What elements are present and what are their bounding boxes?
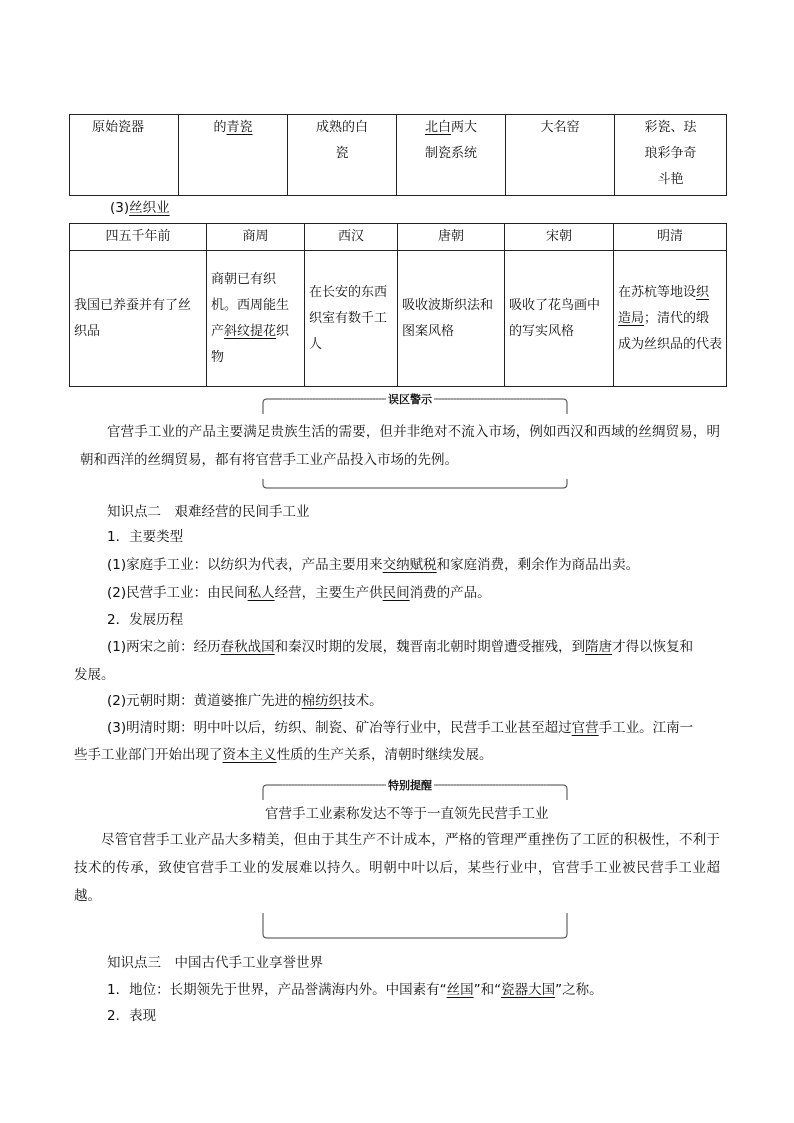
silk-header-1: 商周 [207, 224, 305, 251]
kp3-s1: 1．地位：长期领先于世界，产品誉满海内外。中国素有“丝国”和“瓷器大国”之称。 [107, 982, 603, 998]
kp3-s2: 2．表现 [107, 1008, 157, 1024]
kp2-s2c-cont: 些手工业部门开始出现了资本主义性质的生产关系，清朝时继续发展。 [74, 747, 493, 763]
ceramics-table [69, 114, 727, 196]
kp2-s1: 1．主要类型 [107, 529, 184, 545]
special-headline: 官营手工业素称发达不等于一直领先民营手工业 [265, 806, 549, 822]
silk-header-2: 西汉 [305, 224, 398, 251]
caution-text: 官营手工业的产品主要满足贵族生活的需要，但并非绝对不流入市场，例如西汉和西域的丝绸贸易，明朝和西洋的丝绸贸易，都有将官营手工业产品投入市场的先例。 [80, 424, 720, 468]
silk-cell-4: 吸收了花鸟画中的写实风格 [505, 251, 614, 387]
silk-cell-0: 我国已养蚕并有了丝织品 [70, 251, 207, 387]
silk-cell-2: 在长安的东西织室有数千工人 [305, 251, 398, 387]
silk-header-4: 宋朝 [505, 224, 614, 251]
ceramics-cell-celadon: 的青瓷 [179, 115, 288, 196]
ceramics-cell-north-white: 北白两大 制瓷系统 [397, 115, 506, 196]
kp2-s1b: (2)民营手工业：由民间私人经营，主要生产供民间消费的产品。 [107, 585, 491, 601]
caution-title: 误区警示 [388, 393, 432, 406]
ceramics-cell-color: 彩瓷、珐 琅彩争奇 斗艳 [615, 115, 727, 196]
special-title: 特别提醒 [388, 779, 432, 792]
silk-header-0: 四五千年前 [70, 224, 207, 251]
silk-header-5: 明清 [614, 224, 727, 251]
silk-table [69, 223, 727, 387]
silk-header-3: 唐朝 [398, 224, 505, 251]
silk-heading: (3)丝织业 [110, 200, 170, 216]
caution-banner [262, 391, 568, 415]
special-banner [262, 777, 568, 801]
special-text: 尽管官营手工业产品大多精美，但由于其生产不计成本，严格的管理严重挫伤了工匠的积极性，不利于技术的传承，致使官营手工业的发展难以持久。明朝中叶以后，某些行业中，官营手工业被民营手工业超越。 [74, 832, 720, 904]
silk-cell-5: 在苏杭等地设织造局；清代的缎成为丝织品的代表 [614, 251, 727, 387]
kp2-s2a-cont: 发展。 [74, 667, 115, 683]
ceramics-cell-primitive: 原始瓷器 [70, 115, 179, 196]
kp2-s1a: (1)家庭手工业：以纺织为代表，产品主要用来交纳赋税和家庭消费，剩余作为商品出卖。 [107, 557, 640, 573]
kp2-s2a: (1)两宋之前：经历春秋战国和秦汉时期的发展，魏晋南北朝时期曾遭受摧残，到隋唐才得以恢复和 [107, 639, 694, 655]
silk-cell-1: 商朝已有织机。西周能生产斜纹提花织物 [207, 251, 305, 387]
silk-cell-3: 吸收波斯织法和图案风格 [398, 251, 505, 387]
ceramics-cell-famous-kilns: 大名窑 [506, 115, 615, 196]
kp3-title: 知识点三 中国古代手工业享誉世界 [107, 955, 323, 971]
special-bracket-bottom [262, 912, 568, 942]
kp2-s2c: (3)明清时期：明中叶以后，纺织、制瓷、矿冶等行业中，民营手工业甚至超过官营手工业。江南一 [107, 720, 694, 736]
kp2-s2b: (2)元朝时期：黄道婆推广先进的棉纺织技术。 [107, 693, 383, 709]
caution-bracket-bottom [262, 478, 568, 492]
ceramics-cell-white: 成熟的白 瓷 [288, 115, 397, 196]
kp2-title: 知识点二 艰难经营的民间手工业 [107, 504, 310, 520]
kp2-s2: 2．发展历程 [107, 612, 184, 628]
